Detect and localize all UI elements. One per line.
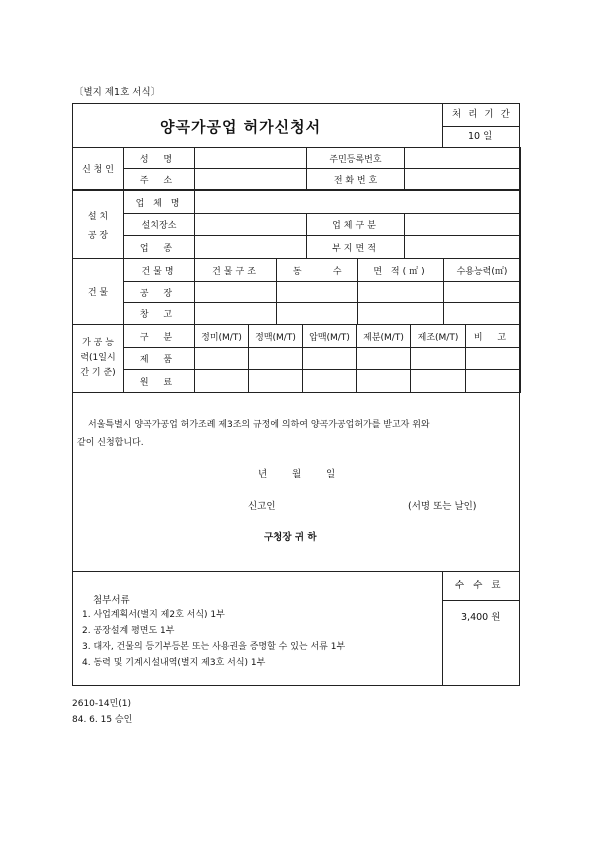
statement-line-2: 같이 신청합니다. xyxy=(77,438,144,448)
capacity-section-label: 가 공 능 력(1일시 간 기 준) xyxy=(73,325,124,393)
factory-row-label: 공 장 xyxy=(124,282,195,303)
company-name-label: 업 체 명 xyxy=(124,191,195,214)
area-header: 면 적(㎡) xyxy=(358,259,444,282)
capacity-table xyxy=(72,324,521,393)
processing-period-value: 10 일 xyxy=(468,131,493,142)
processing-period-label: 처 리 기 간 xyxy=(452,109,512,120)
raw-milling-field[interactable] xyxy=(357,370,411,393)
date-month: 월 xyxy=(292,469,302,480)
form-title: 양곡가공업 허가신청서 xyxy=(160,118,322,136)
building-table xyxy=(72,258,521,325)
raw-barley-field[interactable] xyxy=(249,370,303,393)
fee-value: 3,400 원 xyxy=(461,612,501,623)
milling-header: 제분(M/T) xyxy=(357,325,411,348)
polished-rice-header: 정미(M/T) xyxy=(195,325,249,348)
recipient: 구청장 귀 하 xyxy=(264,532,317,543)
form-number: 〔별지 제1호 서식〕 xyxy=(74,87,161,98)
company-type-label: 업체구분 xyxy=(307,214,405,236)
raw-remarks-field[interactable] xyxy=(466,370,521,393)
building-section-label: 건 물 xyxy=(73,259,124,325)
applicant-signature-label: 신고인 xyxy=(248,501,276,512)
company-type-field[interactable] xyxy=(405,214,521,236)
address-field[interactable] xyxy=(195,169,307,190)
factory-count-field[interactable] xyxy=(277,282,358,303)
applicant-section-label: 신 청 인 xyxy=(73,148,124,190)
factory-structure-field[interactable] xyxy=(195,282,277,303)
product-barley-field[interactable] xyxy=(249,348,303,370)
location-field[interactable] xyxy=(195,214,307,236)
company-name-field[interactable] xyxy=(195,191,521,214)
applicant-table xyxy=(72,147,521,190)
building-count-header-1: 동 xyxy=(277,259,318,282)
id-number-label: 주민등록번호 xyxy=(307,148,405,169)
capacity-header: 수용능력(㎡) xyxy=(444,259,521,282)
category-header: 구 분 xyxy=(124,325,195,348)
phone-field[interactable] xyxy=(405,169,521,190)
raw-manufacturing-field[interactable] xyxy=(411,370,466,393)
business-label: 업 종 xyxy=(124,236,195,259)
statement-line-1: 서울특별시 양곡가공업 허가조례 제3조의 규정에 의하여 양곡가공업허가를 받고자 위와 xyxy=(88,420,430,430)
raw-material-row-label: 원 료 xyxy=(124,370,195,393)
warehouse-structure-field[interactable] xyxy=(195,303,277,325)
manufacturing-header: 제조(M/T) xyxy=(411,325,466,348)
name-label: 성 명 xyxy=(124,148,195,169)
phone-label: 전 화 번 호 xyxy=(307,169,405,190)
product-rice-field[interactable] xyxy=(195,348,249,370)
pressed-barley-header: 압맥(M/T) xyxy=(303,325,357,348)
site-area-label: 부지면적 xyxy=(307,236,405,259)
attachment-item-3: 3. 대자, 건물의 등기부등본 또는 사용권을 증명할 수 있는 서류 1부 xyxy=(82,642,346,652)
building-structure-header: 건물구조 xyxy=(195,259,277,282)
id-number-field[interactable] xyxy=(405,148,521,169)
product-row-label: 제 품 xyxy=(124,348,195,370)
warehouse-area-field[interactable] xyxy=(358,303,444,325)
date-day: 일 xyxy=(326,469,336,480)
product-remarks-field[interactable] xyxy=(466,348,521,370)
attachment-item-1: 1. 사업계획서(별지 제2호 서식) 1부 xyxy=(82,610,225,620)
product-pressed-field[interactable] xyxy=(303,348,357,370)
raw-pressed-field[interactable] xyxy=(303,370,357,393)
raw-rice-field[interactable] xyxy=(195,370,249,393)
product-manufacturing-field[interactable] xyxy=(411,348,466,370)
approval-date: 84. 6. 15 승인 xyxy=(72,715,133,725)
building-count-header-2: 수 xyxy=(318,259,358,282)
address-label: 주 소 xyxy=(124,169,195,190)
fee-label: 수 수 료 xyxy=(455,580,504,591)
product-milling-field[interactable] xyxy=(357,348,411,370)
warehouse-capacity-field[interactable] xyxy=(444,303,521,325)
attachment-item-4: 4. 동력 및 기계시설내역(별지 제3호 서식) 1부 xyxy=(82,658,266,668)
warehouse-row-label: 창 고 xyxy=(124,303,195,325)
building-name-header: 건물명 xyxy=(124,259,195,282)
warehouse-count-field[interactable] xyxy=(277,303,358,325)
remarks-header: 비 고 xyxy=(466,325,521,348)
polished-barley-header: 정맥(M/T) xyxy=(249,325,303,348)
date-year: 년 xyxy=(258,469,268,480)
location-label: 설치장소 xyxy=(124,214,195,236)
form-code: 2610-14민(1) xyxy=(72,699,132,709)
attachment-item-2: 2. 공장설계 평면도 1부 xyxy=(82,626,175,636)
factory-area-field[interactable] xyxy=(358,282,444,303)
site-area-field[interactable] xyxy=(405,236,521,259)
plant-table xyxy=(72,190,521,259)
signature-note: (서명 또는 날인) xyxy=(408,501,477,512)
name-field[interactable] xyxy=(195,148,307,169)
attachments-title: 첨부서류 xyxy=(93,595,130,606)
plant-section-label: 설 치 공 장 xyxy=(73,191,124,259)
factory-capacity-field[interactable] xyxy=(444,282,521,303)
business-field[interactable] xyxy=(195,236,307,259)
